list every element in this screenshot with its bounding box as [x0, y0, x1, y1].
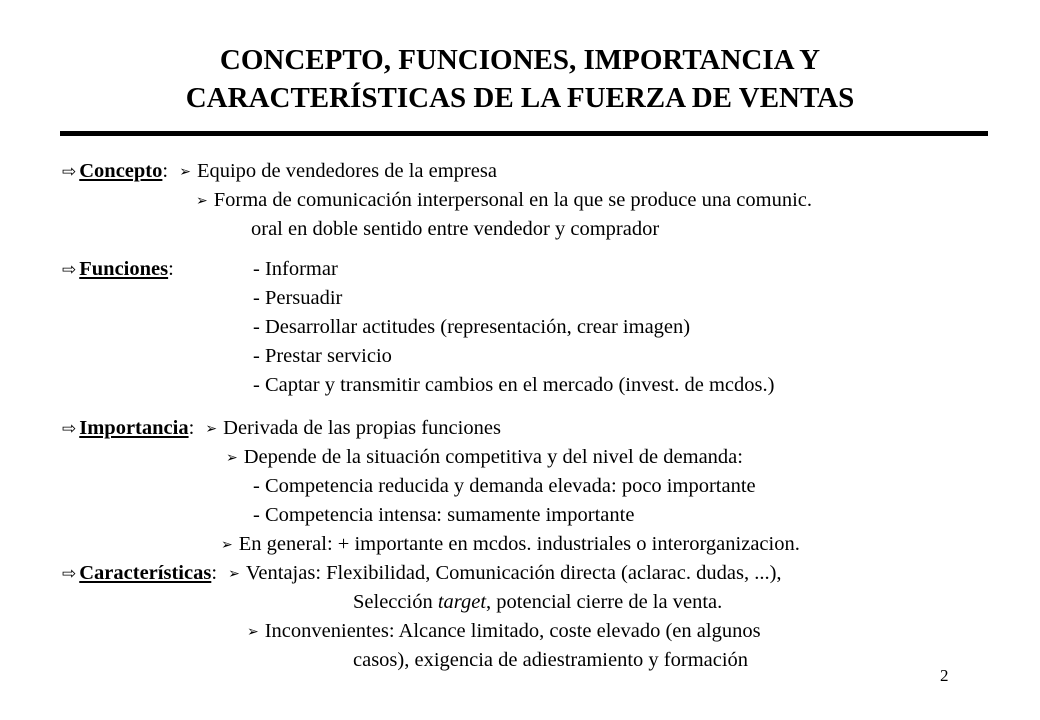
funciones-heading [62, 257, 174, 282]
seleccion-text: Selección [353, 591, 438, 613]
importancia-item-2: Depende de la situación competitiva y del nivel de demanda: [243, 446, 743, 468]
concepto-colon: : [162, 160, 169, 182]
funciones-label: Funciones [79, 258, 169, 280]
title-divider [60, 131, 988, 136]
caracteristicas-colon: : [211, 562, 218, 584]
funciones-item-3: - Desarrollar actitudes (representación, crear imagen) [253, 316, 691, 338]
concepto-line-3: oral en doble sentido entre vendedor y comprador [251, 218, 660, 240]
right-arrow-icon: ⇨ [62, 260, 77, 280]
caracteristicas-item-1: Ventajas: Flexibilidad, Comunicación directa (aclarac. dudas, ...), [245, 562, 782, 584]
bullet-arrow-icon: ➢ [228, 566, 240, 582]
funciones-item-5: - Captar y transmitir cambios en el mercado (invest. de mcdos.) [253, 374, 775, 396]
caracteristicas-line-1 [62, 561, 782, 586]
concepto-item-1: Equipo de vendedores de la empresa [196, 160, 497, 182]
right-arrow-icon: ⇨ [62, 564, 77, 584]
target-term: target [437, 591, 487, 613]
importancia-line-4: - Competencia intensa: sumamente importante [253, 504, 635, 526]
importancia-line-1 [62, 416, 501, 441]
funciones-item-2: - Persuadir [253, 287, 343, 309]
bullet-arrow-icon: ➢ [226, 450, 238, 466]
funciones-colon: : [168, 258, 174, 280]
importancia-item-5: En general: + importante en mcdos. industriales o interorganizacion. [238, 533, 800, 555]
caracteristicas-line-2 [353, 590, 722, 614]
concepto-line-1 [62, 159, 497, 184]
concepto-line-2 [196, 188, 812, 213]
importancia-colon: : [188, 417, 195, 439]
right-arrow-icon: ⇨ [62, 162, 77, 182]
importancia-line-2 [226, 445, 743, 470]
concepto-label: Concepto [79, 160, 163, 182]
bullet-arrow-icon: ➢ [221, 537, 233, 553]
cierre-text: , potencial cierre de la venta. [486, 591, 723, 613]
funciones-item-4: - Prestar servicio [253, 345, 392, 367]
bullet-arrow-icon: ➢ [196, 193, 208, 209]
importancia-line-3: - Competencia reducida y demanda elevada: poco importante [253, 475, 756, 497]
caracteristicas-item-3: Inconvenientes: Alcance limitado, coste elevado (en algunos [264, 620, 761, 642]
funciones-item-1: - Informar [253, 258, 338, 280]
bullet-arrow-icon: ➢ [179, 164, 191, 180]
importancia-line-5 [221, 532, 800, 557]
importancia-label: Importancia [79, 417, 189, 439]
caracteristicas-label: Características [79, 562, 212, 584]
bullet-arrow-icon: ➢ [205, 421, 218, 437]
page-number: 2 [940, 666, 949, 685]
bullet-arrow-icon: ➢ [247, 624, 259, 640]
right-arrow-icon: ⇨ [62, 419, 77, 439]
importancia-item-1: Derivada de las propias funciones [223, 417, 501, 439]
title-line-2: CARACTERÍSTICAS DE LA FUERZA DE VENTAS [185, 82, 855, 114]
title-line-1: CONCEPTO, FUNCIONES, IMPORTANCIA Y [219, 44, 821, 76]
concepto-item-2: Forma de comunicación interpersonal en la que se produce una comunic. [213, 189, 813, 211]
caracteristicas-line-3 [247, 619, 761, 644]
caracteristicas-line-4: casos), exigencia de adiestramiento y formación [353, 649, 749, 671]
